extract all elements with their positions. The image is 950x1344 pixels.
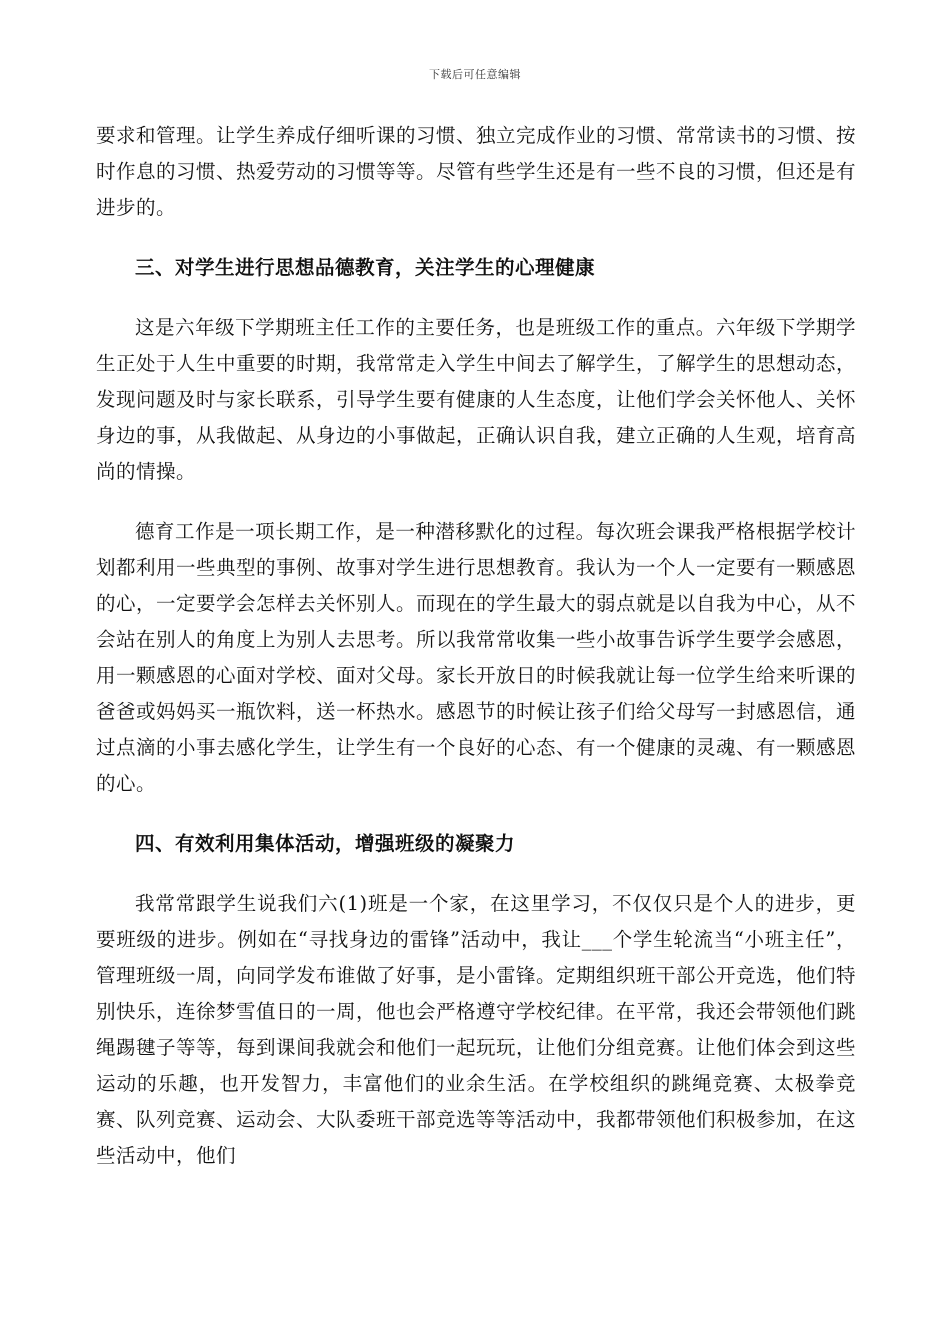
paragraph-3b: 德育工作是一项长期工作，是一种潜移默化的过程。每次班会课我严格根据学校计划都利用一些典型的事例、故事对学生进行思想教育。我认为一个人一定要有一颗感恩的心，一定要学会怎样去关怀别人。而现在的学生最大的弱点就是以自我为中心，从不会站在别人的角度上为别人去思考。所以我常常收集一些小故事告诉学生要学会感恩，用一颗感恩的心面对学校、面对父母。家长开放日的时候我就让每一位学生给来听课的爸爸或妈妈买一瓶饮料，送一杯热水。感恩节的时候让孩子们给父母写一封感恩信，通过点滴的小事去感化学生，让学生有一个良好的心态、有一个健康的灵魂、有一颗感恩的心。	[96, 520, 857, 795]
section-heading-4: 四、有效利用集体活动，增强班级的凝聚力	[135, 832, 516, 855]
section-heading-3: 三、对学生进行思想品德教育，关注学生的心理健康	[135, 256, 596, 279]
document-body	[96, 118, 856, 1174]
paragraph-3a: 这是六年级下学期班主任工作的主要任务，也是班级工作的重点。六年级下学期学生正处于人生中重要的时期，我常常走入学生中间去了解学生，了解学生的思想动态，发现问题及时与家长联系，引导学生要有健康的人生态度，让他们学会关怀他人、关怀身边的事，从我做起、从身边的小事做起，正确认识自我，建立正确的人生观，培育高尚的情操。	[96, 316, 857, 483]
spacer	[96, 490, 856, 514]
spacer	[96, 226, 856, 250]
header-note: 下载后可任意编辑	[429, 68, 521, 81]
paragraph-4a: 我常常跟学生说我们六(1)班是一个家，在这里学习，不仅仅只是个人的进步，更要班级的进步。例如在“寻找身边的雷锋”活动中，我让___个学生轮流当“小班主任”，管理班级一周，向同学发布谁做了好事，是小雷锋。定期组织班干部公开竞选，他们特别快乐，连徐梦雪值日的一周，他也会严格遵守学校纪律。在平常，我还会带领他们跳绳踢毽子等等，每到课间我就会和他们一起玩玩，让他们分组竞赛。让他们体会到这些运动的乐趣，也开发智力，丰富他们的业余生活。在学校组织的跳绳竞赛、太极拳竞赛、队列竞赛、运动会、大队委班干部竞选等等活动中，我都带领他们积极参加，在这些活动中，他们	[96, 892, 857, 1167]
spacer	[96, 862, 856, 886]
spacer	[96, 286, 856, 310]
paragraph-continued: 要求和管理。让学生养成仔细听课的习惯、独立完成作业的习惯、常常读书的习惯、按时作息的习惯、热爱劳动的习惯等等。尽管有些学生还是有一些不良的习惯，但还是有进步的。	[96, 124, 857, 219]
spacer	[96, 802, 856, 826]
